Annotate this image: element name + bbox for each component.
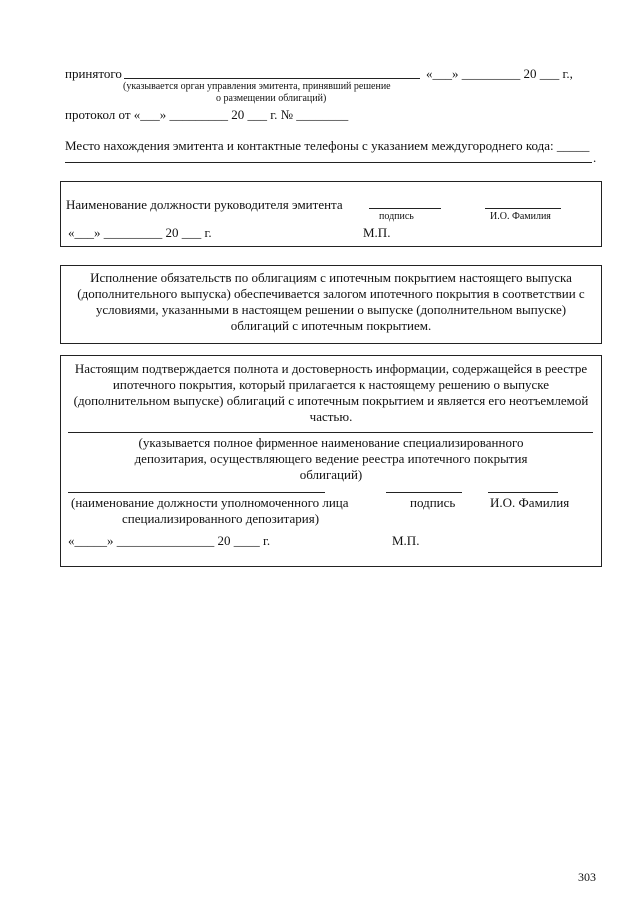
organ-blank-line bbox=[124, 78, 420, 79]
issuer-location-end: . bbox=[593, 150, 597, 165]
decision-date-blank: «___» _________ 20 ___ г., bbox=[426, 66, 573, 81]
depository-name-blank bbox=[68, 432, 593, 433]
issuer-location-blank bbox=[65, 162, 592, 163]
obligation-guarantee-box bbox=[60, 265, 602, 344]
head-name-caption: И.О. Фамилия bbox=[490, 211, 551, 222]
issuer-location-label: Место нахождения эмитента и контактные телефоны с указанием междугороднего кода: _____ bbox=[65, 138, 590, 153]
depository-date-line: «_____» _______________ 20 ____ г. bbox=[68, 533, 271, 548]
head-signature-blank bbox=[369, 208, 441, 209]
depository-confirmation-box bbox=[60, 355, 602, 567]
head-signature-caption: подпись bbox=[379, 211, 414, 222]
depository-name-caption: И.О. Фамилия bbox=[490, 495, 570, 510]
obligation-text: Исполнение обязательств по облигациям с ипотечным покрытием настоящего выпуска (дополнительного выпуска) обеспечивается залогом ипотечного покрытия в соответствии с условиями, указанными в настоящем решении о выпуске (дополнительном выпуске) облигаций с ипотечным покрытием. bbox=[77, 270, 585, 333]
prinyatogo-label: принятого bbox=[65, 66, 122, 81]
page-number: 303 bbox=[578, 870, 596, 884]
issuer-head-signature-box bbox=[60, 181, 602, 247]
depository-signature-blank bbox=[386, 492, 462, 493]
depository-position-note-line1: (наименование должности уполномоченного лица bbox=[71, 495, 349, 510]
depository-signature-caption: подпись bbox=[410, 495, 456, 510]
organ-note-line2: о размещении облигаций) bbox=[216, 93, 327, 104]
protocol-line: протокол от «___» _________ 20 ___ г. № ________ bbox=[65, 107, 349, 122]
head-name-blank bbox=[485, 208, 561, 209]
depository-name-blank-short bbox=[488, 492, 558, 493]
depository-position-blank bbox=[68, 492, 325, 493]
head-stamp: М.П. bbox=[363, 225, 391, 240]
depository-name-note: (указывается полное фирменное наименование специализированного депозитария, осуществляющего ведение реестра ипотечного покрытия облигаций) bbox=[134, 435, 528, 482]
head-date-line: «___» _________ 20 ___ г. bbox=[68, 225, 212, 240]
depository-position-note-line2: специализированного депозитария) bbox=[122, 511, 320, 526]
organ-note-line1: (указывается орган управления эмитента, принявший решение bbox=[123, 81, 391, 92]
depository-confirmation-text: Настоящим подтверждается полнота и достоверность информации, содержащейся в реестре ипотечного покрытия, который прилагается к настоящему решению о выпуске (дополнительном выпуске) облигаций с ипотечным покрытием и является его неотъемлемой частью. bbox=[73, 361, 589, 424]
depository-stamp: М.П. bbox=[392, 533, 420, 548]
head-position-label: Наименование должности руководителя эмитента bbox=[66, 197, 343, 212]
